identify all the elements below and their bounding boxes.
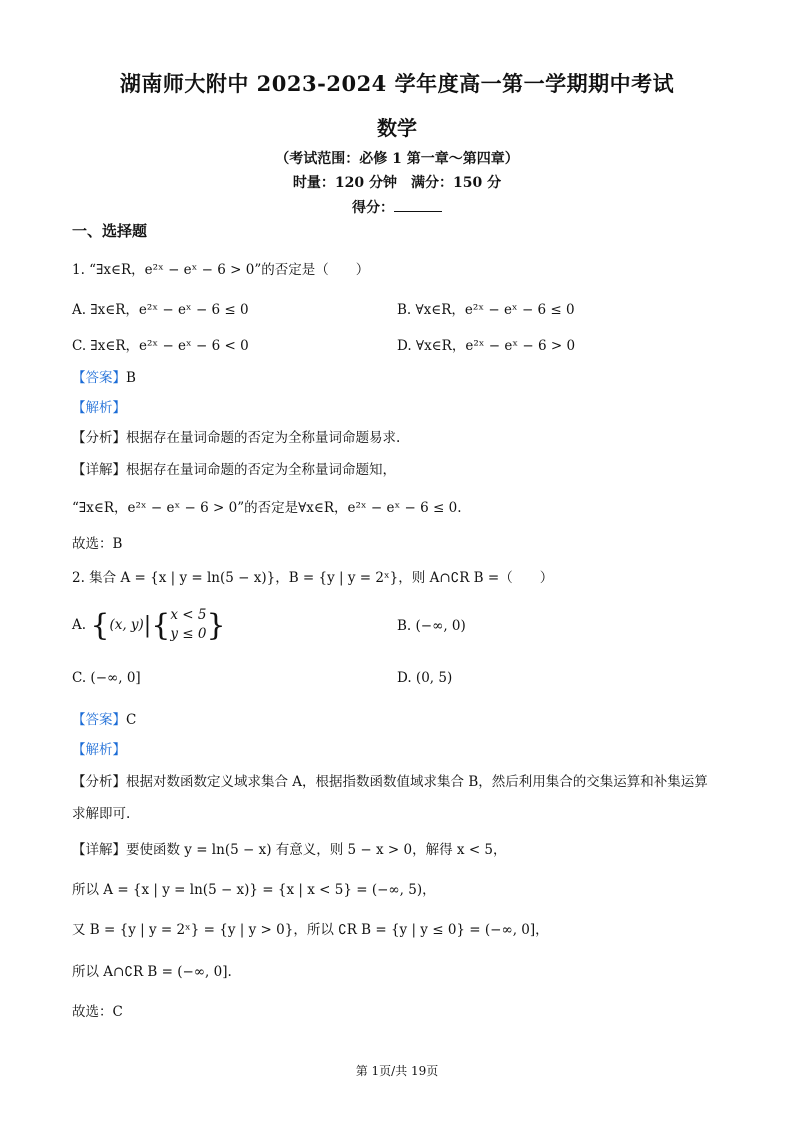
fenxi-text: 根据存在量词命题的否定为全称量词命题易求. [126,430,401,446]
q1-option-b: B. ∀x∈R，e²ˣ − eˣ − 6 ≤ 0 [397,302,575,318]
q2-option-a-label: A. [72,617,87,633]
q2-option-c: C. (−∞, 0] [72,670,141,686]
score-label: 得分： [352,200,394,216]
score-blank [394,199,442,212]
answer-value: B [126,370,136,386]
exam-range: （考试范围：必修 1 第一章～第四章） [275,151,519,167]
set-bar: | [143,612,152,638]
xiangjie-text: 根据存在量词命题的否定为全称量词命题知， [126,462,396,478]
system-line-2: y ≤ 0 [170,626,207,642]
q2-xiangjie-4: 所以 A∩∁R B = (−∞, 0]. [72,964,232,980]
q2-option-d: D. (0, 5) [397,670,453,686]
q2-fenxi [72,770,708,790]
q1-fenxi [72,426,400,446]
q2-stem: 2. 集合 A = {x | y = ln(5 − x)}，B = {y | y = 2ˣ}，则 A∩∁R B =（ ） [72,570,554,586]
q1-option-c: C. ∃x∈R，e²ˣ − eˣ − 6 < 0 [72,338,249,354]
exam-title: 湖南师大附中 2023-2024 学年度高一第一学期期中考试 [119,71,675,96]
answer-value: C [126,712,137,728]
xiangjie-tag: 【详解】 [72,842,126,858]
answer-tag: 【答案】 [72,712,126,728]
answer-tag: 【答案】 [72,370,126,386]
page-footer: 第 1页/共 19页 [355,1064,439,1078]
q1-stem: 1. “∃x∈R，e²ˣ − eˣ − 6 > 0”的否定是（ ） [72,262,370,278]
fenxi-tag: 【分析】 [72,430,126,446]
q2-answer [72,708,136,728]
xiangjie-text-1: 要使函数 y = ln(5 − x) 有意义，则 5 − x > 0，解得 x < 5， [126,842,507,858]
q1-analysis [72,396,126,416]
q1-option-d: D. ∀x∈R，e²ˣ − eˣ − 6 > 0 [397,338,576,354]
q2-option-a [72,606,226,644]
exam-time-score: 时量：120 分钟 满分：150 分 [292,175,502,191]
q2-xiangjie-3: 又 B = {y | y = 2ˣ} = {y | y > 0}，所以 ∁R B = {y | y ≤ 0} = (−∞, 0]， [72,922,549,938]
q1-xiangjie-formula: “∃x∈R，e²ˣ − eˣ − 6 > 0”的否定是∀x∈R，e²ˣ − eˣ − 6 ≤ 0. [72,500,462,516]
xiangjie-tag: 【详解】 [72,462,126,478]
fenxi-text-1: 根据对数函数定义域求集合 A，根据指数函数值域求集合 B，然后利用集合的交集运算和补集运算 [126,774,708,790]
analysis-tag: 【解析】 [72,742,126,758]
score-field [0,197,794,217]
q1-answer [72,366,136,386]
q1-option-a: A. ∃x∈R，e²ˣ − eˣ − 6 ≤ 0 [72,302,249,318]
fenxi-tag: 【分析】 [72,774,126,790]
q2-conclusion: 故选：C [72,1004,123,1020]
analysis-tag: 【解析】 [72,400,126,416]
q1-xiangjie [72,458,396,478]
q2-xiangjie [72,838,507,858]
q2-fenxi-cont: 求解即可. [72,806,131,822]
q1-conclusion: 故选：B [72,536,123,552]
q2-analysis [72,738,126,758]
subject-title: 数学 [377,116,417,140]
q2-option-a-set: (x, y) [109,617,144,633]
q2-option-b: B. (−∞, 0) [397,618,466,634]
system-line-1: x < 5 [170,607,207,623]
q2-option-a-system [170,606,206,644]
q2-xiangjie-2: 所以 A = {x | y = ln(5 − x)} = {x | x < 5} = (−∞, 5)， [72,882,436,898]
section-heading: 一、选择题 [72,222,148,240]
brace-open: { [90,607,110,643]
brace-close: } [206,607,226,643]
brace-sys: { [151,607,171,643]
